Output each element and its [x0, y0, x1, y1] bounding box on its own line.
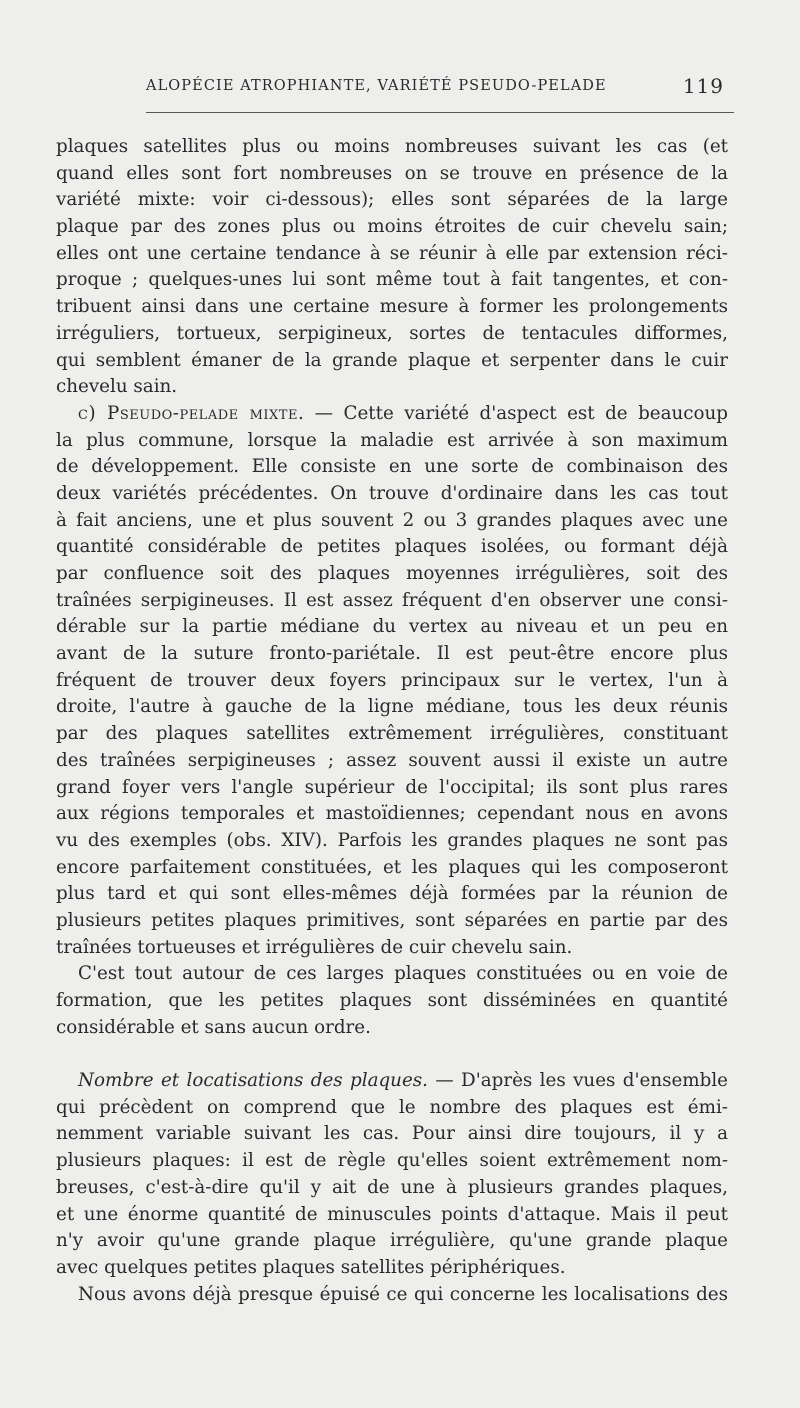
- text-line: traînées serpigineuses. Il est assez fréquent d'en observer une consi-: [56, 589, 728, 611]
- running-title: ALOPÉCIE ATROPHIANTE, VARIÉTÉ PSEUDO-PELADE: [146, 78, 607, 94]
- text-line: par confluence soit des plaques moyennes irrégulières, soit des: [56, 563, 728, 584]
- text-line: plusieurs petites plaques primitives, sont séparées en partie par des: [56, 909, 728, 931]
- text-line: à fait anciens, une et plus souvent 2 ou 3 grandes plaques avec une: [56, 509, 728, 531]
- text-line: de développement. Elle consiste en une sorte de combinaison des: [56, 456, 728, 478]
- text-line: nemment variable suivant les cas. Pour ainsi dire toujours, il y a: [56, 1123, 728, 1145]
- text-line: et une énorme quantité de minuscules points d'attaque. Mais il peut: [56, 1203, 728, 1225]
- text-line: formation, que les petites plaques sont disséminées en quantité: [56, 990, 728, 1011]
- text-line: Nous avons déjà presque épuisé ce qui concerne les localisations des: [78, 1283, 728, 1305]
- body-text: [56, 134, 728, 1308]
- text-line: droite, l'autre à gauche de la ligne médiane, tous les deux réunis: [56, 696, 728, 718]
- text-line: par des plaques satellites extrêmement irrégulières, constituant: [56, 723, 728, 745]
- text-line: la plus commune, lorsque la maladie est arrivée à son maximum: [56, 429, 728, 451]
- text-line: avant de la suture fronto-pariétale. Il est peut-être encore plus: [56, 643, 728, 665]
- paragraph-gap: [56, 1041, 728, 1068]
- section-nombre-heading-line: [56, 1068, 728, 1095]
- text-line: qui précèdent on comprend que le nombre des plaques est émi-: [56, 1096, 728, 1118]
- text-line: vu des exemples (obs. XIV). Parfois les grandes plaques ne sont pas: [56, 829, 728, 851]
- text-line: n'y avoir qu'une grande plaque irrégulière, qu'une grande plaque: [56, 1230, 728, 1252]
- page-number: 119: [682, 74, 724, 98]
- text-line: fréquent de trouver deux foyers principaux sur le vertex, l'un à: [56, 669, 728, 691]
- section-c-label: c) Pseudo-pelade mixte.: [78, 402, 305, 424]
- text-line: deux variétés précédentes. On trouve d'ordinaire dans les cas tout: [56, 482, 728, 504]
- running-head: [56, 76, 728, 102]
- text-line: quantité considérable de petites plaques isolées, ou formant déjà: [56, 536, 728, 558]
- text-line: plus tard et qui sont elles-mêmes déjà formées par la réunion de: [56, 883, 728, 905]
- text-line: elles ont une certaine tendance à se réunir à elle par extension réci-: [56, 242, 728, 264]
- text-line: qui semblent émaner de la grande plaque et serpenter dans le cuir: [56, 349, 728, 371]
- section-nombre-title: Nombre et locatisations des plaques.: [78, 1070, 428, 1092]
- section-nombre-first-line-rest: — D'après les vues d'ensemble: [427, 1070, 729, 1092]
- text-line: breuses, c'est-à-dire qu'il y ait de une à plusieurs grandes plaques,: [56, 1176, 728, 1198]
- text-line: proque ; quelques-unes lui sont même tout à fait tangentes, et con-: [56, 269, 728, 291]
- text-line: tribuent ainsi dans une certaine mesure à former les prolongements: [56, 296, 728, 318]
- header-rule: [146, 112, 734, 113]
- text-line: plusieurs plaques: il est de règle qu'elles soient extrêmement nom-: [56, 1150, 728, 1172]
- text-line: dérable sur la partie médiane du vertex au niveau et un peu en: [56, 616, 728, 638]
- text-line: plaque par des zones plus ou moins étroites de cuir chevelu sain;: [56, 216, 728, 238]
- text-line: traînées tortueuses et irrégulières de cuir chevelu sain.: [56, 936, 573, 958]
- section-c-first-line-rest: — Cette variété d'aspect est de beaucoup: [304, 402, 728, 424]
- text-line: des traînées serpigineuses ; assez souvent aussi il existe un autre: [56, 749, 728, 771]
- text-line: C'est tout autour de ces larges plaques constituées ou en voie de: [78, 963, 728, 985]
- text-line: encore parfaitement constituées, et les plaques qui les composeront: [56, 856, 728, 878]
- text-line: chevelu sain.: [56, 376, 178, 398]
- text-line: irréguliers, tortueux, serpigineux, sortes de tentacules difformes,: [56, 322, 728, 344]
- section-c-heading-line: [56, 401, 728, 428]
- text-line: quand elles sont fort nombreuses on se trouve en présence de la: [56, 162, 728, 184]
- text-line: plaques satellites plus ou moins nombreuses suivant les cas (et: [56, 136, 728, 157]
- text-line: variété mixte: voir ci-dessous); elles sont séparées de la large: [56, 189, 728, 211]
- text-line: avec quelques petites plaques satellites périphériques.: [56, 1256, 566, 1278]
- text-line: considérable et sans aucun ordre.: [56, 1016, 371, 1038]
- text-line: aux régions temporales et mastoïdiennes; cependant nous en avons: [56, 803, 728, 825]
- text-line: grand foyer vers l'angle supérieur de l'occipital; ils sont plus rares: [56, 776, 728, 798]
